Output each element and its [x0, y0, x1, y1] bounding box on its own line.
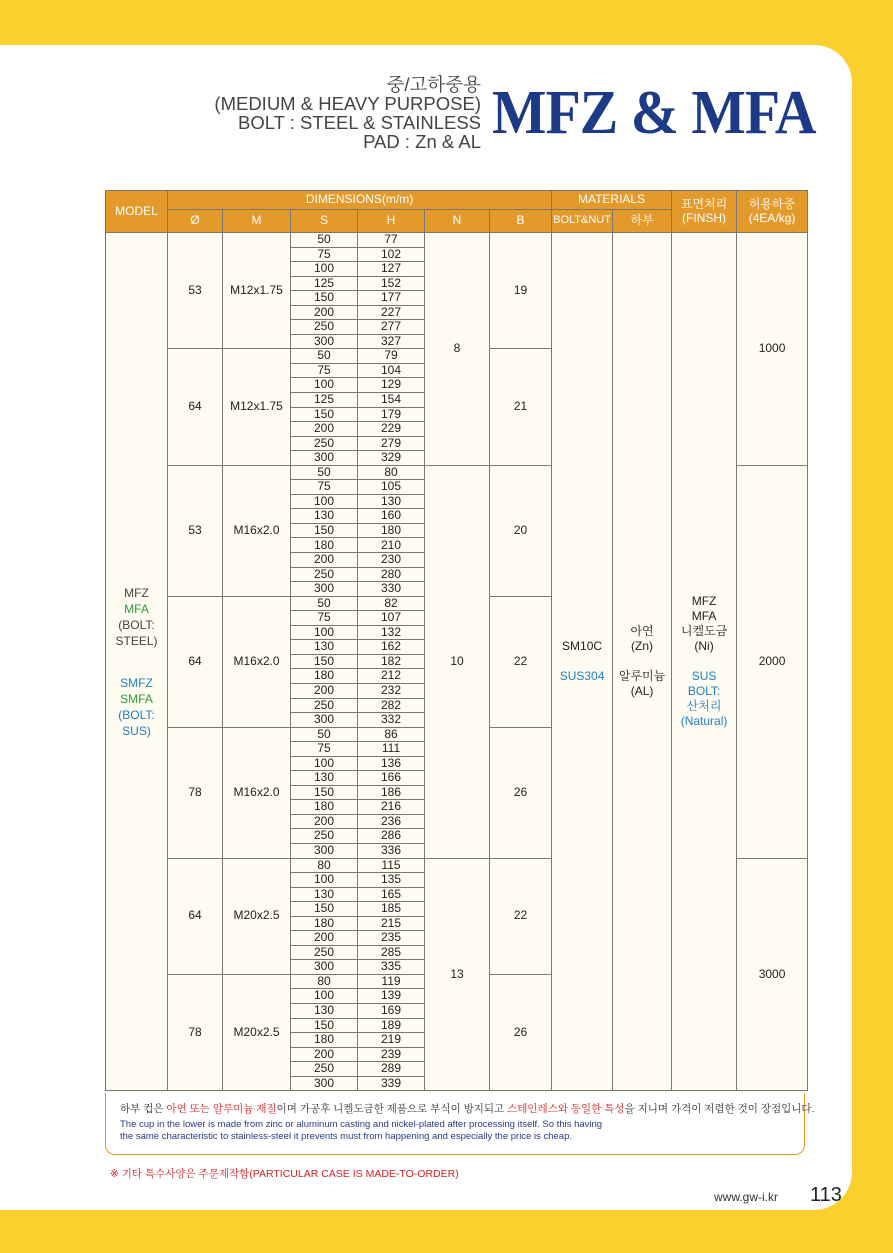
- finish-natural-kr: 산처리: [686, 699, 722, 714]
- thread-cell: M12x1.75: [223, 233, 291, 349]
- s-cell: 150: [291, 523, 358, 538]
- s-cell: 250: [291, 1062, 358, 1077]
- s-cell: 50: [291, 233, 358, 248]
- page-number: 113: [810, 1184, 842, 1206]
- s-cell: 125: [291, 393, 358, 408]
- h-cell: 154: [358, 393, 425, 408]
- h-cell: 107: [358, 611, 425, 626]
- note-kr-part: 을 지니며 가격이 저렴한 것이 장점입니다.: [624, 1103, 815, 1115]
- note-kr-part: 하부 컵은: [120, 1103, 167, 1115]
- header-finish-kr: 표면처리: [680, 197, 728, 211]
- s-cell: 250: [291, 698, 358, 713]
- h-cell: 280: [358, 567, 425, 582]
- pad-zn-en: (Zn): [631, 639, 654, 654]
- h-cell: 82: [358, 596, 425, 611]
- website-url[interactable]: www.gw-i.kr: [714, 1190, 779, 1204]
- n-cell: 13: [425, 858, 490, 1091]
- h-cell: 210: [358, 538, 425, 553]
- header-b: B: [490, 210, 552, 233]
- header-dimensions: DIMENSIONS(m/m): [168, 191, 552, 210]
- h-cell: 286: [358, 829, 425, 844]
- s-cell: 100: [291, 378, 358, 393]
- h-cell: 180: [358, 523, 425, 538]
- spec-table: [105, 190, 808, 1091]
- h-cell: 289: [358, 1062, 425, 1077]
- finish-mfz: MFZ: [691, 594, 717, 609]
- dia-cell: 78: [168, 727, 223, 858]
- h-cell: 132: [358, 625, 425, 640]
- model-steel: MFZ: [124, 585, 149, 600]
- n-cell: 8: [425, 233, 490, 466]
- h-cell: 339: [358, 1076, 425, 1091]
- h-cell: 104: [358, 363, 425, 378]
- finish-mfa: MFA: [691, 609, 717, 624]
- s-cell: 150: [291, 1018, 358, 1033]
- finish-cell: [672, 233, 737, 1091]
- s-cell: 130: [291, 1003, 358, 1018]
- h-cell: 162: [358, 640, 425, 655]
- h-cell: 80: [358, 465, 425, 480]
- h-cell: 102: [358, 247, 425, 262]
- s-cell: 50: [291, 596, 358, 611]
- header-h: H: [358, 210, 425, 233]
- s-cell: 130: [291, 771, 358, 786]
- header-finish: [672, 191, 737, 233]
- table-row: [106, 233, 808, 248]
- s-cell: 180: [291, 538, 358, 553]
- s-cell: 300: [291, 843, 358, 858]
- model-sus-bolt: (BOLT:: [118, 707, 155, 722]
- h-cell: 215: [358, 916, 425, 931]
- s-cell: 200: [291, 422, 358, 437]
- thread-cell: M20x2.5: [223, 974, 291, 1090]
- h-cell: 219: [358, 1033, 425, 1048]
- h-cell: 115: [358, 858, 425, 873]
- s-cell: 80: [291, 858, 358, 873]
- model-steel-type: STEEL): [115, 633, 158, 648]
- h-cell: 136: [358, 756, 425, 771]
- dia-cell: 64: [168, 596, 223, 727]
- s-cell: 300: [291, 451, 358, 466]
- order-footnote: ※ 기타 특수사양은 주문제작함(PARTICULAR CASE IS MADE-TO-ORDER): [110, 1168, 459, 1180]
- finish-ni-kr: 니켈도금: [680, 624, 728, 639]
- s-cell: 100: [291, 625, 358, 640]
- b-cell: 21: [490, 349, 552, 465]
- s-cell: 250: [291, 829, 358, 844]
- pad-material-cell: [613, 233, 672, 1091]
- s-cell: 200: [291, 553, 358, 568]
- h-cell: 130: [358, 494, 425, 509]
- finish-sus: SUS: [691, 669, 717, 684]
- s-cell: 75: [291, 247, 358, 262]
- thread-cell: M20x2.5: [223, 858, 291, 974]
- h-cell: 329: [358, 451, 425, 466]
- s-cell: 150: [291, 902, 358, 917]
- b-cell: 22: [490, 596, 552, 727]
- s-cell: 250: [291, 945, 358, 960]
- subtitle-block: [214, 75, 481, 151]
- n-cell: 10: [425, 465, 490, 858]
- s-cell: 130: [291, 640, 358, 655]
- s-cell: 250: [291, 320, 358, 335]
- header-pad: 하부: [613, 210, 672, 233]
- h-cell: 165: [358, 887, 425, 902]
- finish-bolt: BOLT:: [687, 684, 721, 699]
- h-cell: 236: [358, 814, 425, 829]
- h-cell: 239: [358, 1047, 425, 1062]
- b-cell: 22: [490, 858, 552, 974]
- s-cell: 150: [291, 291, 358, 306]
- dia-cell: 53: [168, 233, 223, 349]
- h-cell: 277: [358, 320, 425, 335]
- s-cell: 300: [291, 960, 358, 975]
- s-cell: 180: [291, 800, 358, 815]
- thread-cell: M16x2.0: [223, 596, 291, 727]
- s-cell: 150: [291, 654, 358, 669]
- header-n: N: [425, 210, 490, 233]
- s-cell: 100: [291, 494, 358, 509]
- header-finish-en: (FINSH): [682, 210, 727, 225]
- note-kr-highlight: 스테인레스와 동일한 특성: [507, 1103, 625, 1115]
- s-cell: 200: [291, 305, 358, 320]
- s-cell: 75: [291, 611, 358, 626]
- h-cell: 79: [358, 349, 425, 364]
- s-cell: 300: [291, 713, 358, 728]
- header-m: M: [223, 210, 291, 233]
- finish-natural: (Natural): [680, 714, 728, 729]
- s-cell: 200: [291, 814, 358, 829]
- pad-al-kr: 알루미늄: [618, 669, 666, 684]
- s-cell: 250: [291, 436, 358, 451]
- h-cell: 235: [358, 931, 425, 946]
- note-kr-part: 이며 가공후 니켈도금한 제품으로 부식이 방지되고: [276, 1103, 508, 1115]
- s-cell: 250: [291, 567, 358, 582]
- subtitle-purpose: (MEDIUM & HEAVY PURPOSE): [214, 93, 481, 114]
- h-cell: 327: [358, 334, 425, 349]
- header-load-en: (4EA/kg): [748, 210, 796, 225]
- b-cell: 20: [490, 465, 552, 596]
- b-cell: 26: [490, 727, 552, 858]
- s-cell: 50: [291, 727, 358, 742]
- s-cell: 200: [291, 931, 358, 946]
- h-cell: 129: [358, 378, 425, 393]
- h-cell: 111: [358, 742, 425, 757]
- s-cell: 80: [291, 974, 358, 989]
- subtitle-korean: 중/고하중용: [386, 74, 481, 95]
- s-cell: 150: [291, 407, 358, 422]
- thread-cell: M16x2.0: [223, 727, 291, 858]
- header-materials: MATERIALS: [552, 191, 672, 210]
- note-english: [120, 1119, 790, 1143]
- s-cell: 130: [291, 509, 358, 524]
- h-cell: 330: [358, 582, 425, 597]
- h-cell: 229: [358, 422, 425, 437]
- header-load-kr: 허용하중: [748, 197, 796, 211]
- load-cell: 3000: [737, 858, 808, 1091]
- h-cell: 186: [358, 785, 425, 800]
- header-dia: Ø: [168, 210, 223, 233]
- s-cell: 75: [291, 480, 358, 495]
- h-cell: 185: [358, 902, 425, 917]
- model-steel-bolt: (BOLT:: [118, 617, 155, 632]
- s-cell: 125: [291, 276, 358, 291]
- h-cell: 152: [358, 276, 425, 291]
- pad-zn-kr: 아연: [630, 624, 654, 639]
- model-sus: SMFZ: [120, 675, 153, 690]
- s-cell: 50: [291, 465, 358, 480]
- s-cell: 180: [291, 916, 358, 931]
- s-cell: 200: [291, 683, 358, 698]
- h-cell: 189: [358, 1018, 425, 1033]
- s-cell: 100: [291, 989, 358, 1004]
- note-kr-highlight: 아연 또는 알루미늄 재질: [166, 1103, 277, 1115]
- h-cell: 212: [358, 669, 425, 684]
- h-cell: 160: [358, 509, 425, 524]
- h-cell: 336: [358, 843, 425, 858]
- h-cell: 182: [358, 654, 425, 669]
- header-boltnut: BOLT&NUT: [552, 210, 613, 233]
- thread-cell: M16x2.0: [223, 465, 291, 596]
- header-load: [737, 191, 808, 233]
- dia-cell: 64: [168, 858, 223, 974]
- h-cell: 105: [358, 480, 425, 495]
- h-cell: 332: [358, 713, 425, 728]
- model-cell: [106, 233, 168, 1091]
- h-cell: 282: [358, 698, 425, 713]
- model-steel-mfa: MFA: [124, 601, 149, 616]
- s-cell: 75: [291, 742, 358, 757]
- dia-cell: 53: [168, 465, 223, 596]
- s-cell: 75: [291, 363, 358, 378]
- material-note: [105, 1093, 815, 1155]
- header-model: MODEL: [106, 191, 168, 233]
- note-korean: [120, 1101, 815, 1116]
- h-cell: 279: [358, 436, 425, 451]
- model-sus-type: SUS): [122, 723, 151, 738]
- subtitle-pad: PAD : Zn & AL: [363, 131, 481, 152]
- h-cell: 227: [358, 305, 425, 320]
- dia-cell: 64: [168, 349, 223, 465]
- load-cell: 1000: [737, 233, 808, 466]
- h-cell: 285: [358, 945, 425, 960]
- s-cell: 300: [291, 582, 358, 597]
- b-cell: 19: [490, 233, 552, 349]
- h-cell: 139: [358, 989, 425, 1004]
- s-cell: 200: [291, 1047, 358, 1062]
- h-cell: 135: [358, 873, 425, 888]
- h-cell: 335: [358, 960, 425, 975]
- bolt-material-cell: [552, 233, 613, 1091]
- h-cell: 77: [358, 233, 425, 248]
- bottom-bar: [0, 1210, 893, 1253]
- bolt-steel: SM10C: [562, 639, 603, 654]
- load-cell: 2000: [737, 465, 808, 858]
- s-cell: 180: [291, 669, 358, 684]
- pad-al-en: (AL): [630, 684, 654, 699]
- dia-cell: 78: [168, 974, 223, 1090]
- s-cell: 50: [291, 349, 358, 364]
- note-en-line: The cup in the lower is made from zinc or aluminum casting and nickel-plated after processing itself. So this having: [120, 1119, 603, 1130]
- h-cell: 169: [358, 1003, 425, 1018]
- header-s: S: [291, 210, 358, 233]
- page-title: MFZ & MFA: [492, 79, 816, 147]
- note-en-line: the same characteristic to stainless-steel it prevents must from happening and especially the price is cheap.: [120, 1131, 573, 1142]
- bolt-sus: SUS304: [559, 669, 605, 684]
- s-cell: 100: [291, 756, 358, 771]
- h-cell: 230: [358, 553, 425, 568]
- h-cell: 179: [358, 407, 425, 422]
- h-cell: 119: [358, 974, 425, 989]
- spec-table-body: [106, 233, 808, 1091]
- h-cell: 177: [358, 291, 425, 306]
- s-cell: 150: [291, 785, 358, 800]
- b-cell: 26: [490, 974, 552, 1090]
- finish-ni: (Ni): [694, 639, 714, 654]
- s-cell: 100: [291, 262, 358, 277]
- h-cell: 127: [358, 262, 425, 277]
- s-cell: 300: [291, 334, 358, 349]
- h-cell: 216: [358, 800, 425, 815]
- s-cell: 180: [291, 1033, 358, 1048]
- subtitle-bolt: BOLT : STEEL & STAINLESS: [238, 112, 481, 133]
- h-cell: 166: [358, 771, 425, 786]
- h-cell: 232: [358, 683, 425, 698]
- thread-cell: M12x1.75: [223, 349, 291, 465]
- model-sus-smfa: SMFA: [120, 691, 153, 706]
- s-cell: 130: [291, 887, 358, 902]
- s-cell: 100: [291, 873, 358, 888]
- h-cell: 86: [358, 727, 425, 742]
- s-cell: 300: [291, 1076, 358, 1091]
